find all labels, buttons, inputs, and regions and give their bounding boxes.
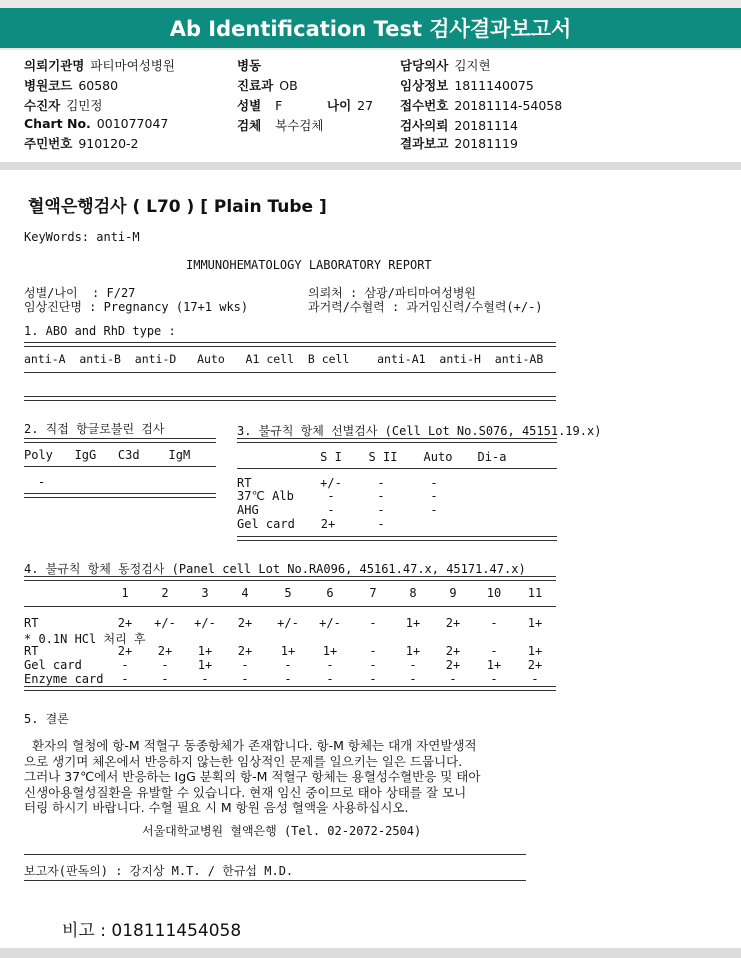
screen-cell: - bbox=[327, 503, 335, 517]
panel-col-header: 6 bbox=[326, 586, 334, 600]
keywords: KeyWords: anti-M bbox=[24, 230, 140, 244]
panel-cell: - bbox=[161, 658, 169, 672]
panel-cell: 2+ bbox=[117, 644, 133, 658]
hospital-name-field: 의뢰기관명 파티마여성병원 bbox=[24, 58, 175, 73]
panel-cell: - bbox=[241, 672, 249, 686]
abo-headers: anti-A anti-B anti-D Auto A1 cell B cell anti-A1 anti-H anti-AB bbox=[24, 352, 544, 366]
blood-bank-line: 서울대학교병원 혈액은행 (Tel. 02-2072-2504) bbox=[142, 824, 422, 838]
screen-cell: - bbox=[377, 503, 385, 517]
request-date-field: 검사의뢰 20181114 bbox=[400, 118, 518, 133]
report-date-field: 결과보고 20181119 bbox=[400, 136, 518, 151]
sex-field: 성별 F bbox=[237, 98, 283, 113]
abo-mid-rule bbox=[24, 372, 556, 373]
panel-cell: 2+ bbox=[237, 616, 253, 630]
screen-cell: 2+ bbox=[320, 517, 336, 531]
screen-row-label: AHG bbox=[237, 503, 259, 517]
doctor-field: 담당의사 김지현 bbox=[400, 58, 491, 73]
panel-cell: - bbox=[490, 644, 498, 658]
panel-cell: - bbox=[121, 672, 129, 686]
panel-cell: 1+ bbox=[486, 658, 502, 672]
screen-col-header: S I bbox=[320, 450, 342, 464]
resident-no-field: 주민번호 910120-2 bbox=[24, 136, 139, 151]
panel-cell: 1+ bbox=[322, 644, 338, 658]
panel-cell: - bbox=[449, 672, 457, 686]
dat-bottom-rule bbox=[24, 493, 216, 498]
screen-top-rule bbox=[237, 438, 557, 443]
page-bottom-edge bbox=[0, 948, 741, 958]
panel-cell: +/- bbox=[154, 616, 176, 630]
screen-cell: - bbox=[377, 476, 385, 490]
panel-cell: +/- bbox=[194, 616, 216, 630]
dat-value: - bbox=[38, 475, 46, 489]
screen-cell: - bbox=[430, 476, 438, 490]
panel-cell: 2+ bbox=[445, 658, 461, 672]
screen-cell: - bbox=[377, 517, 385, 531]
report-body bbox=[0, 170, 741, 948]
panel-cell: 1+ bbox=[280, 644, 296, 658]
receipt-no-field: 접수번호 20181114-54058 bbox=[400, 98, 563, 113]
lab-report-title: IMMUNOHEMATOLOGY LABORATORY REPORT bbox=[186, 258, 432, 272]
panel-cell: - bbox=[369, 644, 377, 658]
panel-cell: - bbox=[326, 658, 334, 672]
section-title: 혈액은행검사 ( L70 ) [ Plain Tube ] bbox=[28, 197, 327, 217]
diagnosis-line: 임상진단명 : Pregnancy (17+1 wks) bbox=[24, 300, 249, 314]
ward-field: 병동 bbox=[237, 58, 262, 73]
conclusion-text: 환자의 혈청에 항-M 적혈구 동종항체가 존재합니다. 항-M 항체는 대개 자연발생적 으로 생기며 체온에서 반응하지 않는한 임상적인 문제를 일으키는 일은 드뭅니다. 그러나 37℃에서 반응하는 IgG 분획의 항-M 적혈구 항체는 용혈성수혈반응 및 태아 신생아용혈성질환을 유발할 수 있습니다. 현재 임신 중이므로 태아 상태를 잘 모니 터링 하시기 바랍니다. 수혈 필요 시 M 항원 음성 혈액을 사용하십시오. bbox=[24, 738, 481, 815]
panel-cell: 1+ bbox=[197, 658, 213, 672]
clinical-info-field: 임상정보 1811140075 bbox=[400, 78, 534, 93]
panel-cell: 2+ bbox=[527, 658, 543, 672]
header-divider bbox=[0, 162, 741, 170]
panel-cell: - bbox=[161, 672, 169, 686]
patient-info-header bbox=[0, 50, 741, 162]
panel-col-header: 5 bbox=[284, 586, 292, 600]
panel-col-header: 8 bbox=[409, 586, 417, 600]
dat-mid-rule bbox=[24, 466, 216, 467]
panel-top-rule bbox=[24, 576, 556, 581]
panel-cell: - bbox=[284, 658, 292, 672]
panel-mid-rule bbox=[24, 606, 556, 607]
chart-no-field: Chart No. 001077047 bbox=[24, 116, 169, 131]
panel-row-label: Enzyme card bbox=[24, 672, 104, 686]
department-field: 진료과 OB bbox=[237, 78, 298, 93]
panel-cell: 1+ bbox=[527, 616, 543, 630]
panel-cell: - bbox=[490, 672, 498, 686]
panel-cell: 2+ bbox=[237, 644, 253, 658]
footnote: 비고 : 018111454058 bbox=[62, 921, 242, 941]
panel-cell: +/- bbox=[319, 616, 341, 630]
panel-cell: - bbox=[409, 658, 417, 672]
dat-headers: Poly IgG C3d IgM bbox=[24, 448, 191, 462]
panel-cell: 1+ bbox=[527, 644, 543, 658]
panel-cell: 2+ bbox=[117, 616, 133, 630]
patient-name-field: 수진자 김민정 bbox=[24, 98, 103, 113]
screen-col-header: Di-a bbox=[477, 450, 507, 464]
panel-cell: 2+ bbox=[445, 644, 461, 658]
screen-cell: - bbox=[327, 489, 335, 503]
abo-bottom-rule bbox=[24, 396, 556, 401]
panel-cell: - bbox=[490, 616, 498, 630]
conclusion-title: 5. 결론 bbox=[24, 712, 69, 726]
screen-cell: - bbox=[377, 489, 385, 503]
panel-title: 4. 불규칙 항체 동정검사 (Panel cell Lot No.RA096, 45161.47.x, 45171.47.x) bbox=[24, 562, 526, 576]
panel-cell: 1+ bbox=[197, 644, 213, 658]
specimen-field: 검체 복수검체 bbox=[237, 118, 324, 133]
reporter-top-rule bbox=[24, 854, 526, 855]
screen-mid-rule bbox=[237, 468, 557, 469]
screen-cell: - bbox=[430, 503, 438, 517]
panel-cell: - bbox=[409, 672, 417, 686]
panel-col-header: 4 bbox=[241, 586, 249, 600]
panel-cell: +/- bbox=[277, 616, 299, 630]
reporter-bottom-rule bbox=[24, 880, 526, 881]
reporter-line: 보고자(판독의) : 강지상 M.T. / 한규섭 M.D. bbox=[24, 864, 294, 878]
age-field: 나이 27 bbox=[327, 98, 374, 113]
panel-row-label: Gel card bbox=[24, 658, 82, 672]
panel-row-label: RT bbox=[24, 616, 39, 630]
panel-cell: - bbox=[369, 672, 377, 686]
dat-title: 2. 직접 항글로불린 검사 bbox=[24, 422, 165, 436]
screen-row-label: RT bbox=[237, 476, 252, 490]
dat-top-rule bbox=[24, 438, 216, 443]
panel-cell: - bbox=[369, 616, 377, 630]
panel-col-header: 1 bbox=[121, 586, 129, 600]
panel-col-header: 7 bbox=[369, 586, 377, 600]
panel-cell: 1+ bbox=[405, 616, 421, 630]
screen-title: 3. 불규칙 항체 선별검사 (Cell Lot No.S076, 45151.19.x) bbox=[237, 424, 602, 438]
abo-top-rule bbox=[24, 342, 556, 347]
screen-bottom-rule bbox=[237, 536, 557, 541]
screen-row-label: 37℃ Alb bbox=[237, 489, 294, 503]
panel-cell: 2+ bbox=[445, 616, 461, 630]
panel-cell: - bbox=[326, 672, 334, 686]
sex-age-line: 성별/나이 : F/27 bbox=[24, 286, 136, 300]
panel-col-header: 9 bbox=[449, 586, 457, 600]
panel-cell: 1+ bbox=[405, 644, 421, 658]
panel-cell: - bbox=[121, 658, 129, 672]
panel-cell: - bbox=[201, 672, 209, 686]
hospital-code-field: 병원코드 60580 bbox=[24, 78, 119, 93]
panel-cell: 2+ bbox=[157, 644, 173, 658]
history-line: 과거력/수혈력 : 과거임신력/수혈력(+/-) bbox=[308, 300, 543, 314]
panel-bottom-rule bbox=[24, 686, 556, 691]
panel-row-label: * 0.1N HCl 처리 후 bbox=[24, 632, 146, 646]
panel-cell: - bbox=[284, 672, 292, 686]
referral-line: 의뢰처 : 삼광/파티마여성병원 bbox=[308, 286, 477, 300]
panel-col-header: 10 bbox=[486, 586, 502, 600]
panel-cell: - bbox=[241, 658, 249, 672]
screen-cell: - bbox=[430, 489, 438, 503]
panel-col-header: 2 bbox=[161, 586, 169, 600]
screen-row-label: Gel card bbox=[237, 517, 295, 531]
screen-col-header: S II bbox=[368, 450, 398, 464]
panel-row-label: RT bbox=[24, 644, 39, 658]
abo-title: 1. ABO and RhD type : bbox=[24, 324, 176, 338]
screen-cell: +/- bbox=[320, 476, 342, 490]
panel-col-header: 3 bbox=[201, 586, 209, 600]
screen-col-header: Auto bbox=[423, 450, 453, 464]
report-title: Ab Identification Test 검사결과보고서 bbox=[0, 8, 741, 48]
panel-col-header: 11 bbox=[527, 586, 543, 600]
panel-cell: - bbox=[531, 672, 539, 686]
panel-cell: - bbox=[369, 658, 377, 672]
